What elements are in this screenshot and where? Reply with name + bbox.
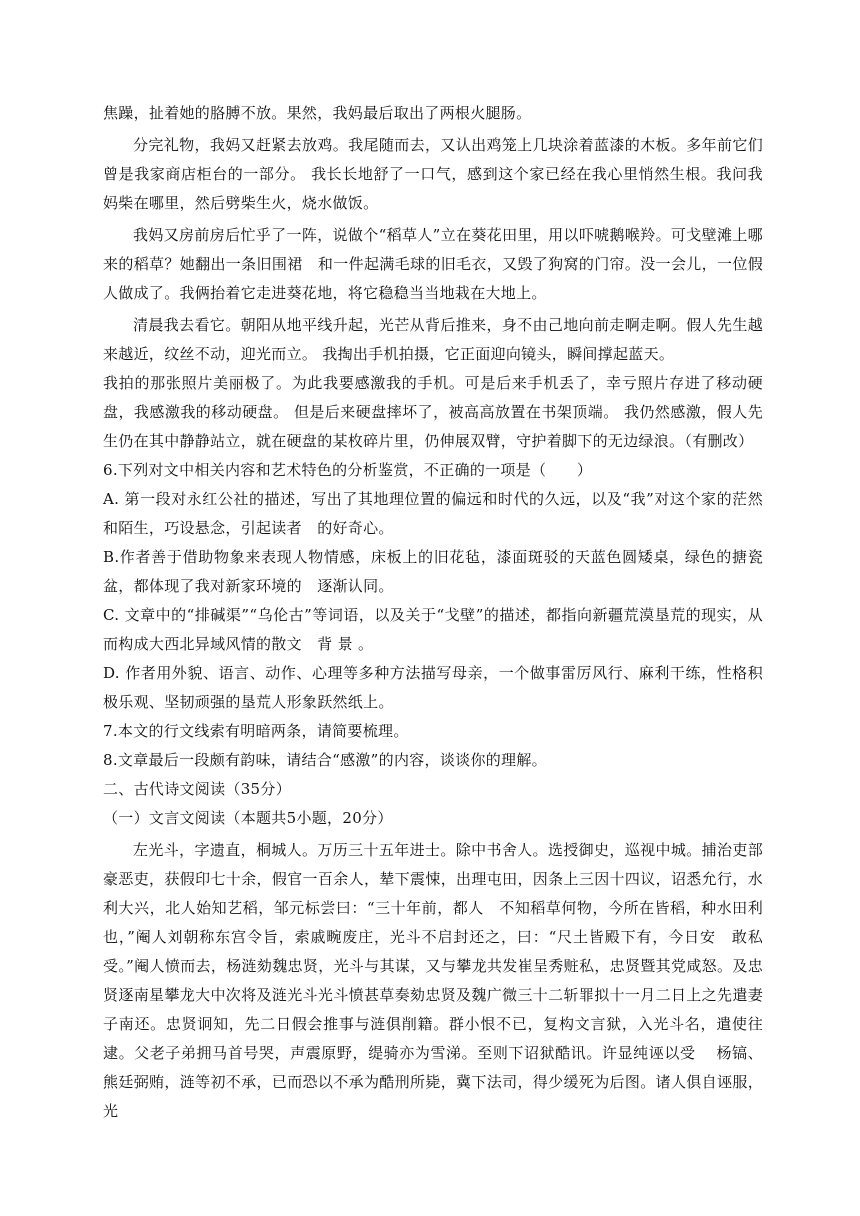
subsection-heading: （一）文言文阅读（本题共5小题，20分） (103, 809, 393, 827)
question-6-option-d: D. 作者用外貌、语言、动作、心理等多种方法描写母亲，一个做事雷厉风行、麻利干练，性格积极乐观、坚韧顽强的垦荒人形象跃然纸上。 (103, 664, 763, 711)
passage-paragraph-3: 我妈又房前房后忙乎了一阵，说做个“稻草人”立在葵花田里，用以吓唬鹅喉羚。可戈壁滩上哪来的稻草？她翻出一条旧围裙 和一件起满毛球的旧毛衣，又毁了狗窝的门帘。没一会儿，一位假人做成了。我俩抬着它走进葵花地，将它稳稳当当地栽在大地上。 (103, 226, 763, 302)
passage-paragraph-1: 焦躁，扯着她的胳膊不放。果然，我妈最后取出了两根火腿肠。 (103, 104, 532, 122)
question-7: 7.本文的行文线索有明暗两条，请简要梳理。 (103, 722, 409, 740)
classical-text-paragraph: 左光斗，字遗直，桐城人。万历三十五年进士。除中书舍人。选授御史，巡视中城。捕治吏部豪恶吏，获假印七十余，假官一百余人，辇下震悚，出理屯田，因条上三因十四议，诏悉允行，水利大兴，北人始知艺稻，邹元标尝曰：“三十年前，都人 不知稻草何物，今所在皆稻，种水田利也，”阉人刘朝称东宫令旨，索戚畹废庄，光斗不启封还之，曰：“尺土皆殿下有，今日安 敢私受。”阉人愤而去，杨涟劾魏忠贤，光斗与其谋，又与攀龙共发崔呈秀赃私，忠贤暨其党咸怒。及忠贤逐南星攀龙大中次将及涟光斗光斗愤甚草奏劾忠贤及魏广微三十二斩罪拟十一月二日上之先遣妻子南还。忠贤诇知，先二日假会推事与涟俱削籍。群小恨不已，复构文言狱，入光斗名，遣使往逮。父老子弟拥马首号哭，声震原野，缇骑亦为雪涕。至则下诏狱酷讯。许显纯诬以受 杨镐、熊廷弼贿，涟等初不承，已而恐以不承为酷刑所毙，冀下法司，得少缓死为后图。诸人俱自诬服，光 (103, 841, 763, 1120)
passage-paragraph-2: 分完礼物，我妈又赶紧去放鸡。我尾随而去，又认出鸡笼上几块涂着蓝漆的木板。多年前它们曾是我家商店柜台的一部分。 我长长地舒了一口气，感到这个家已经在我心里悄然生根。我问我妈柴在哪里，然后劈柴生火，烧水做饭。 (103, 136, 763, 212)
passage-paragraph-5: 我拍的那张照片美丽极了。为此我要感激我的手机。可是后来手机丢了，幸亏照片存进了移动硬盘，我感激我的移动硬盘。 但是后来硬盘摔坏了，被高高放置在书架顶端。 我仍然感激，假人先生仍在其中静静站立，就在硬盘的某枚碎片里，仍伸展双臂，守护着脚下的无边绿浪。（有删改） (103, 374, 763, 450)
question-6-option-c: C. 文章中的“排碱渠”“乌伦古”等词语，以及关于“戈壁”的描述，都指向新疆荒漠垦荒的现实，从而构成大西北异域风情的散文 背 景 。 (103, 606, 763, 653)
question-6: 6.下列对文中相关内容和艺术特色的分析鉴赏，不正确的一项是（ ） (103, 461, 593, 479)
question-8: 8.文章最后一段颇有韵味，请结合“感激”的内容，谈谈你的理解。 (103, 751, 547, 769)
passage-paragraph-4: 清晨我去看它。朝阳从地平线升起，光芒从背后推来，身不由己地向前走啊走啊。假人先生越来越近，纹丝不动，迎光而立。 我掏出手机拍摄，它正面迎向镜头，瞬间撑起蓝天。 (103, 316, 763, 363)
section-heading: 二、古代诗文阅读（35分） (103, 780, 291, 798)
document-body (103, 99, 763, 1126)
question-6-option-a: A. 第一段对永红公社的描述，写出了其地理位置的偏远和时代的久远，以及“我”对这个家的茫然和陌生，巧设悬念，引起读者 的好奇心。 (103, 490, 763, 537)
question-6-option-b: B.作者善于借助物象来表现人物情感，床板上的旧花毡，漆面斑驳的天蓝色圆矮桌，绿色的搪瓷盆，都体现了我对新家环境的 逐渐认同。 (103, 548, 763, 595)
